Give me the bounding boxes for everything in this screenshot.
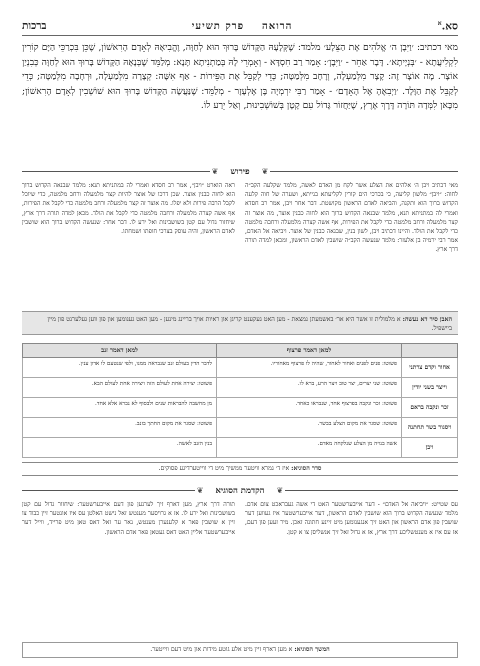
commentary-left-column: ראה הוארט ״ויבן״, אמר רב חסדא ואמרי לה במתניתא תנא: מלמד שבנאה הקדוש ברוך הוא לחוה כבנין אוצר. שכן דרכו של אוצר להיות קצר מלמעלה ורחב מלמטה, כדי שיוכל לקבל הרבה פירות ולא יפלו. מה אוצר זה קצר מלמעלה ורחב מלמטה כדי לקבל את הפירות, אף אשה קצרה מלמעלה ורחבה מלמטה כדי לקבל את הולד. מכאן למדה תורה דרך ארץ, שיחזור גדול עם קטן בשושבינות ואל ירע לו. דבר אחר: שנעשה הקדוש ברוך הוא שושבין לאדם הראשון, והיה עוסק בצרכי חופתו ושמחתו. [22, 182, 235, 236]
row-label: וייצר בשני יודין [402, 378, 458, 398]
table-row [23, 378, 458, 398]
commentary-divider [22, 165, 458, 177]
table-cell: פשוטו: שסגר את מקום הצלע בבשר. [217, 418, 402, 438]
footer-text: א מען דארף זיין מיט אלע גוטע מידות און מיט דעם ווייטער. [150, 646, 293, 653]
closing-label: הקדמת הסוגיא [215, 485, 265, 496]
row-label: ויסגור בשר תחתנה [402, 418, 458, 438]
chapter-prefix: הרואה [262, 21, 293, 32]
table-cell: אשה בנויה מן הצלע שנלקחה מאדם. [217, 438, 402, 458]
note-box-text: א מלמולית זו אשר היא אר׳ באשמעתן נמצאת - מען האט געקענט קריגן און ראיות אויך בריינג מינען - מען האט גענומען און פון ווען געלערנט פון מיין ביישפיל. [47, 316, 452, 332]
divider-line-right [285, 490, 458, 491]
table-cell: פשוטו: שסגר את מקום החתך בזנב. [23, 418, 217, 438]
chapter-name: פרק תשיעי [191, 21, 245, 32]
page-header [22, 14, 458, 36]
table-row [23, 418, 458, 438]
commentary-columns [22, 181, 458, 305]
row-label: ויבן [402, 438, 458, 458]
ornament-icon: ❦ [211, 166, 219, 176]
table-header-row [23, 344, 458, 358]
chapter-title [192, 21, 293, 32]
table-cell: פשוטו: פנים לפנים ואחור לאחור, שהיה לו פרצוף מאחוריו. [217, 358, 402, 378]
closing-columns [22, 500, 458, 610]
table-cell: פשוטו: זכר ונקבה בפרצוף אחד, שנבראו כאחד. [217, 398, 402, 418]
table-cell: בנין הזנב לאשה. [23, 438, 217, 458]
note-box [22, 311, 458, 335]
table-cell: פשוטו: יצירה אחת לעולם הזה ויצירה אחת לעולם הבא. [23, 378, 217, 398]
closing-divider [22, 484, 458, 496]
tractate-name: ברכות [22, 20, 47, 32]
commentary-right-column: מאי דכתיב ויבן ה׳ אלהים את הצלע אשר לקח מן האדם לאשה, מלמד שקלעה הקב״ה לחוה: ״ויבן״ מלשון קליעה, כי בכרכי הים קורין לקליעתא בנייתא, ושערה של חוה קלעה הקדוש ברוך הוא ותקנה, והביאה לאדם הראשון מקושטת. דבר אחר ויבן, אמר רב חסדא ואמרי לה במתניתא תנא, מלמד שבנאה הקדוש ברוך הוא לחוה כבנין אוצר, מה אוצר זה קצר מלמעלה ורחב מלמטה כדי לקבל את הפירות, אף אשה קצרה מלמעלה ורחבה מלמטה כדי לקבל את הולד. והיינו דכתיב ויבן, לשון בנין, שבנאה כבנין של אוצר. ויביאה אל האדם, אמר רבי ירמיה בן אלעזר: מלמד שנעשה הקב״ה שושבין לאדם הראשון, ומכאן למדה תורה דרך ארץ. [245, 182, 458, 254]
table-cell: פשוטו: שני יצרים, יצר טוב ויצר הרע, ברא לו. [217, 378, 402, 398]
note-box-title: האבן סיר דא נעשה: [402, 316, 452, 323]
table-row [23, 358, 458, 378]
table-cell: מן מחשבה להבראות שנים ולבסוף לא נברא אלא אחד. [23, 398, 217, 418]
divider-line-right [270, 171, 458, 172]
ornament-icon: ❦ [276, 485, 284, 495]
ornament-icon: ❦ [261, 166, 269, 176]
strip-text: איז ד׳ גמרא וויטער ממשיך מיט די ווייטערדיגע פסוקים. [158, 465, 290, 472]
footer-title: המשך הסוגיא: [294, 646, 330, 653]
table-cell: לדבר הדין בעולם זנב שנבראה ממנו, ולפי שנטעם לו אדון ענין. [23, 358, 217, 378]
strip-title: סדר הסוגיא: [291, 465, 322, 472]
commentary-label: פירוש [230, 166, 250, 177]
page-number [438, 20, 458, 33]
footer-box [22, 642, 458, 658]
closing-left-column: תורה דרך ארץ, מען דארף זיך לערנען פון דעם אייבערשטער: שיחזור גדול עם קטן בשושבינות ואל ירע לו. אז א גרויסער מענטש זאל נישט האלטן עס איז אונטער זיין כבוד צו זיין א שושבין פאר א קלענערן מענטש, נאר ער זאל דאס טאן מיט פרייד, ווייל דער אייבערשטער אליין האט דאס געטאן פאר אדם הראשון. [22, 501, 235, 536]
page-number-text: סא. [441, 20, 458, 32]
closing-right-column: עס שטייט: ״ויביאה אל האדם״ - דער אייבערשטער האט די אשה געבראכט צום אדם. מלמד שנעשה הקדוש ברוך הוא שושבין לאדם הראשון, דער אייבערשטער איז געווען דער שושבין פון אדם הראשון און האט זיך אנגענומען מיט זיינע חתונה זאכן. מיר זעען פון דעם, אז עס איז א מענטשליכע דרך ארץ, אז א גדול זאל זיך אנשליסן צו א קטן. [245, 501, 458, 536]
sugya-order-strip [22, 462, 458, 476]
divider-line-left [22, 490, 195, 491]
table-header-cell: למאן דאמר זנב [23, 344, 217, 358]
row-label: זכר ונקבה בראם [402, 398, 458, 418]
table-header-cell: למאן דאמר פרצוף [217, 344, 402, 358]
main-text: מאי דכתיב: ׳וַיִּבֶן ה׳ אֱלֹהִים אֶת הַצֵּלָע׳ מלמד: שֶׁקְּלָעָהּ הַקָּדוֹשׁ בָּרוּךְ הוּא לְחַוָּה, וֶהֱבִיאָהּ לְאָדָם הָרִאשׁוֹן, שֶׁכֵּן בִּכְרַכֵּי הַיָּם קוֹרִין לִקְלִיעֲתָא - ׳בְּנְיָיתָא׳. דָּבָר אַחֵר - ׳וַיִּבֶן׳: אָמַר רַב חִסְדָּא - וְאָמְרֵי לָהּ בְּמַתְנִיתָא תָּנָא: מְלַמֵּד שֶׁבְּנָאָהּ הַקָּדוֹשׁ בָּרוּךְ הוּא לְחַוָּה כְּבִנְיַן אוֹצָר. מָה אוֹצָר זֶה: קָצָר מִלְּמַעְלָה, וְרָחָב מִלְּמַטָּה; כְּדֵי לְקַבֵּל אֶת הַפֵּירוֹת - אַף אִשָּׁה: קְצָרָה מִלְּמַעְלָה, וּרְחָבָה מִלְּמַטָּה; כְּדֵי לְקַבֵּל אֶת הַוָּלָד. ׳וַיְבִאֶהָ אֶל הָאָדָם׳ - אָמַר רַבִּי יִרְמְיָה בֶּן אֶלְעָזָר - מְלַמֵּד: שֶׁנַּעֲשָׂה הַקָּדוֹשׁ בָּרוּךְ הוּא שׁוֹשְׁבִין לְאָדָם הָרִאשׁוֹן; מִכָּאן לִמְּדָה תּוֹרָה דֶּרֶךְ אֶרֶץ, שֶׁיַּחֲזוֹר גָּדוֹל עִם קָטָן בְּשׁוֹשְׁבִינוּת, וְאַל יֵרַע לוֹ. [22, 42, 458, 112]
comparison-table [22, 343, 458, 458]
table-header-cell [402, 344, 458, 358]
ornament-icon: ❦ [196, 485, 204, 495]
page-number-sup: א [437, 19, 442, 27]
divider-line-left [22, 171, 210, 172]
table-row [23, 398, 458, 418]
table-row [23, 438, 458, 458]
row-label: אחור וקדם צרתני [402, 358, 458, 378]
